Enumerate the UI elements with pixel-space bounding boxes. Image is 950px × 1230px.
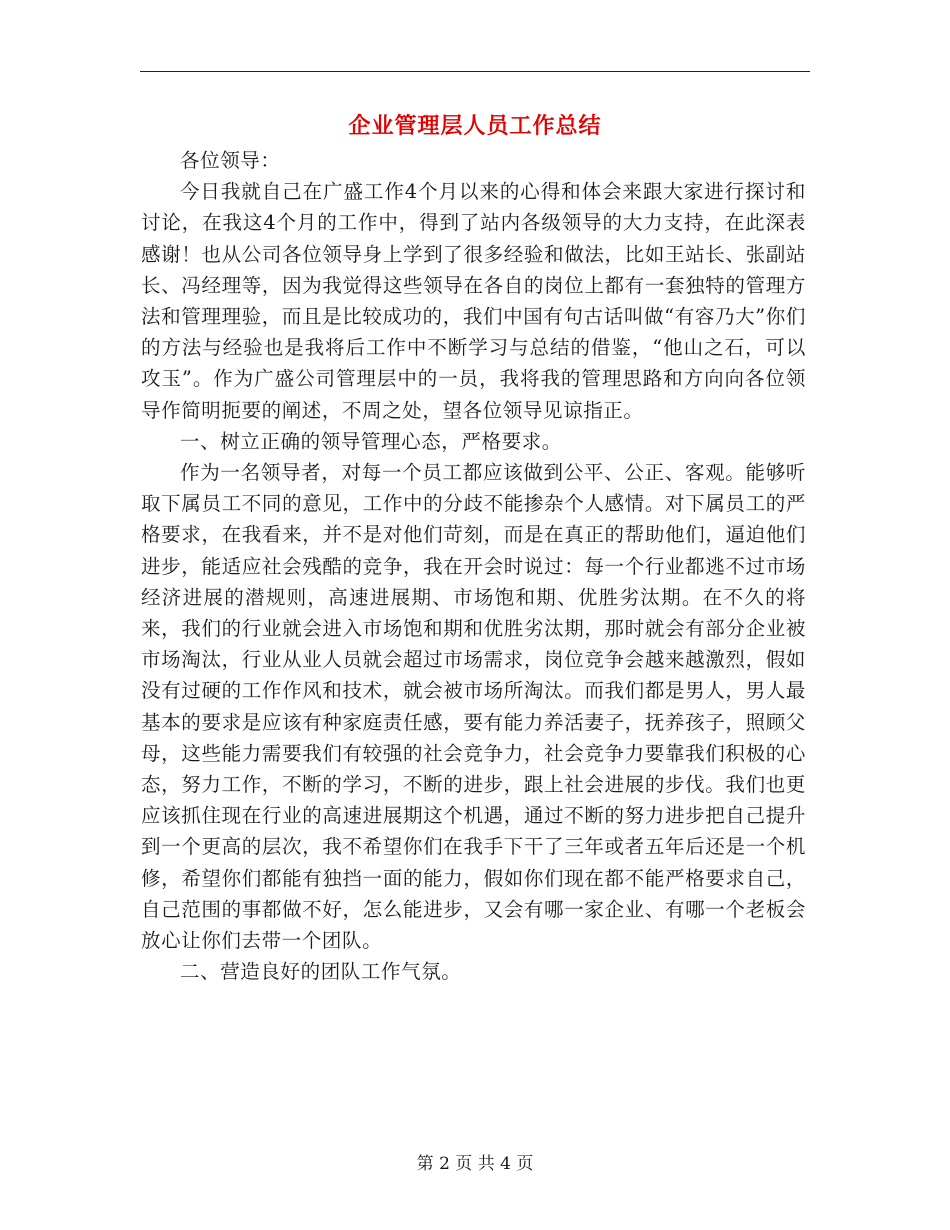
document-body (141, 145, 806, 987)
header-rule (140, 71, 810, 72)
intro-paragraph: 今日我就自己在广盛工作4个月以来的心得和体会来跟大家进行探讨和讨论，在我这4个月的工作中，得到了站内各级领导的大力支持，在此深表感谢！也从公司各位领导身上学到了很多经验和做法，比如王站长、张副站长、冯经理等，因为我觉得这些领导在各自的岗位上都有一套独特的管理方法和管理理验，而且是比较成功的，我们中国有句古话叫做“有容乃大”你们的方法与经验也是我将后工作中不断学习与总结的借鉴，“他山之石，可以攻玉”。作为广盛公司管理层中的一员，我将我的管理思路和方向向各位领导作简明扼要的阐述，不周之处，望各位领导见谅指正。 (141, 180, 806, 422)
document-title: 企业管理层人员工作总结 (348, 113, 602, 139)
section-1-paragraph: 作为一名领导者，对每一个员工都应该做到公平、公正、客观。能够听取下属员工不同的意见，工作中的分歧不能掺杂个人感情。对下属员工的严格要求，在我看来，并不是对他们苛刻，而是在真正的帮助他们，逼迫他们进步，能适应社会残酷的竞争，我在开会时说过：每一个行业都逃不过市场经济进展的潜规则，高速进展期、市场饱和期、优胜劣汰期。在不久的将来，我们的行业就会进入市场饱和期和优胜劣汰期，那时就会有部分企业被市场淘汰，行业从业人员就会超过市场需求，岗位竞争会越来越激烈，假如没有过硬的工作作风和技术，就会被市场所淘汰。而我们都是男人，男人最基本的要求是应该有种家庭责任感，要有能力养活妻子，抚养孩子，照顾父母，这些能力需要我们有较强的社会竞争力，社会竞争力要靠我们积极的心态，努力工作，不断的学习，不断的进步，跟上社会进展的步伐。我们也更应该抓住现在行业的高速进展期这个机遇，通过不断的努力进步把自己提升到一个更高的层次，我不希望你们在我手下干了三年或者五年后还是一个机修，希望你们都能有独挡一面的能力，假如你们现在都不能严格要求自己，自己范围的事都做不好，怎么能进步，又会有哪一家企业、有哪一个老板会放心让你们去带一个团队。 (141, 461, 806, 953)
section-heading-1: 一、树立正确的领导管理心态，严格要求。 (180, 429, 562, 453)
salutation-paragraph: 各位领导： (180, 149, 281, 172)
section-heading-2: 二、营造良好的团队工作气氛。 (180, 960, 462, 984)
page-number-footer: 第 2 页 共 4 页 (416, 1154, 534, 1174)
